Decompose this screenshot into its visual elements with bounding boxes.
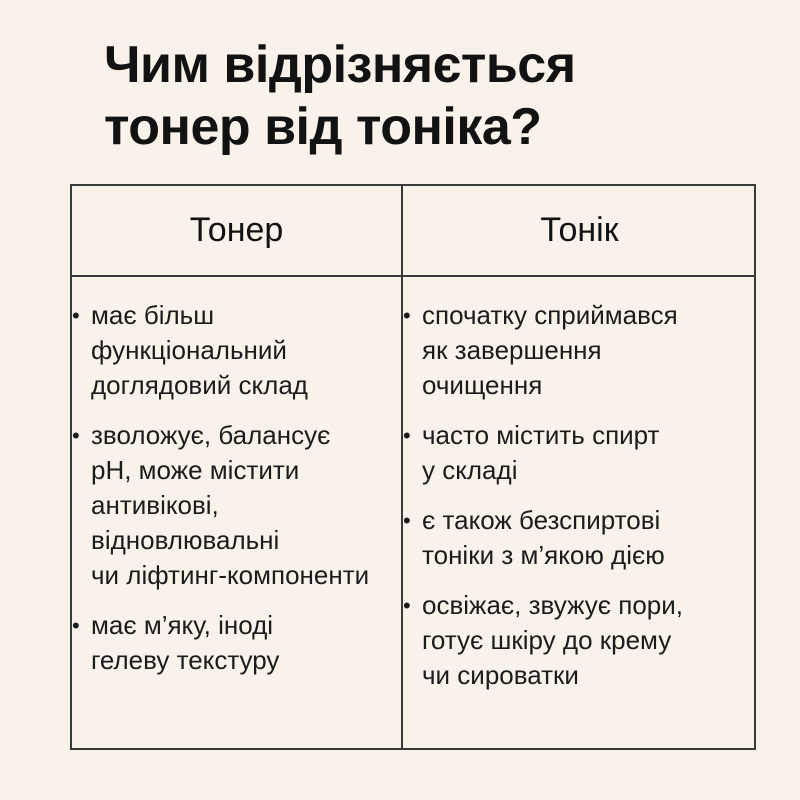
tonic-feature-item-text: спочатку сприймався xyxy=(422,300,678,330)
toner-feature-item-text: антивікові, xyxy=(91,490,219,520)
toner-feature-item xyxy=(72,298,401,403)
tonic-features-list xyxy=(403,298,756,708)
bullet-icon: • xyxy=(72,613,80,638)
comparison-table xyxy=(70,184,756,750)
toner-feature-item-text: функціональний xyxy=(91,335,287,365)
toner-features-list xyxy=(72,298,401,693)
page-title xyxy=(104,34,744,158)
tonic-feature-item xyxy=(403,418,756,488)
toner-feature-item-text: доглядовий склад xyxy=(91,370,308,400)
tonic-feature-item xyxy=(403,503,756,573)
tonic-feature-item-text: чи сироватки xyxy=(422,660,579,690)
tonic-feature-item-text: готує шкіру до крему xyxy=(422,625,672,655)
tonic-feature-item-text: як завершення xyxy=(422,335,602,365)
tonic-feature-item-text: тоніки з м’якою дією xyxy=(422,540,665,570)
toner-feature-item xyxy=(72,608,401,678)
tonic-feature-item-text: освіжає, звужує пори, xyxy=(422,590,683,620)
toner-feature-item-text: гелеву текстуру xyxy=(91,645,280,675)
bullet-icon: • xyxy=(72,423,80,448)
bullet-icon: • xyxy=(403,508,411,533)
toner-feature-item xyxy=(72,418,401,593)
title-line-2: тонер від тоніка? xyxy=(104,98,542,156)
tonic-feature-item-text: очищення xyxy=(422,370,543,400)
toner-feature-item-text: pH, може містити xyxy=(91,455,300,485)
tonic-feature-item-text: є також безспиртові xyxy=(422,505,661,535)
toner-feature-item-text: чи ліфтинг-компоненти xyxy=(91,560,370,590)
tonic-feature-item xyxy=(403,588,756,693)
bullet-icon: • xyxy=(403,423,411,448)
toner-feature-item-text: зволожує, балансує xyxy=(91,420,331,450)
title-line-1: Чим відрізняється xyxy=(104,36,576,94)
toner-feature-item-text: має м’яку, іноді xyxy=(91,610,274,640)
tonic-feature-item-text: часто містить спирт xyxy=(422,420,660,450)
header-tonic: Тонік xyxy=(540,211,619,249)
toner-feature-item-text: має більш xyxy=(91,300,215,330)
bullet-icon: • xyxy=(72,303,80,328)
toner-feature-item-text: відновлювальні xyxy=(91,525,280,555)
bullet-icon: • xyxy=(403,303,411,328)
bullet-icon: • xyxy=(403,593,411,618)
header-toner: Тонер xyxy=(189,211,284,249)
tonic-feature-item-text: у складі xyxy=(422,455,518,485)
header-divider xyxy=(72,275,754,277)
tonic-feature-item xyxy=(403,298,756,403)
